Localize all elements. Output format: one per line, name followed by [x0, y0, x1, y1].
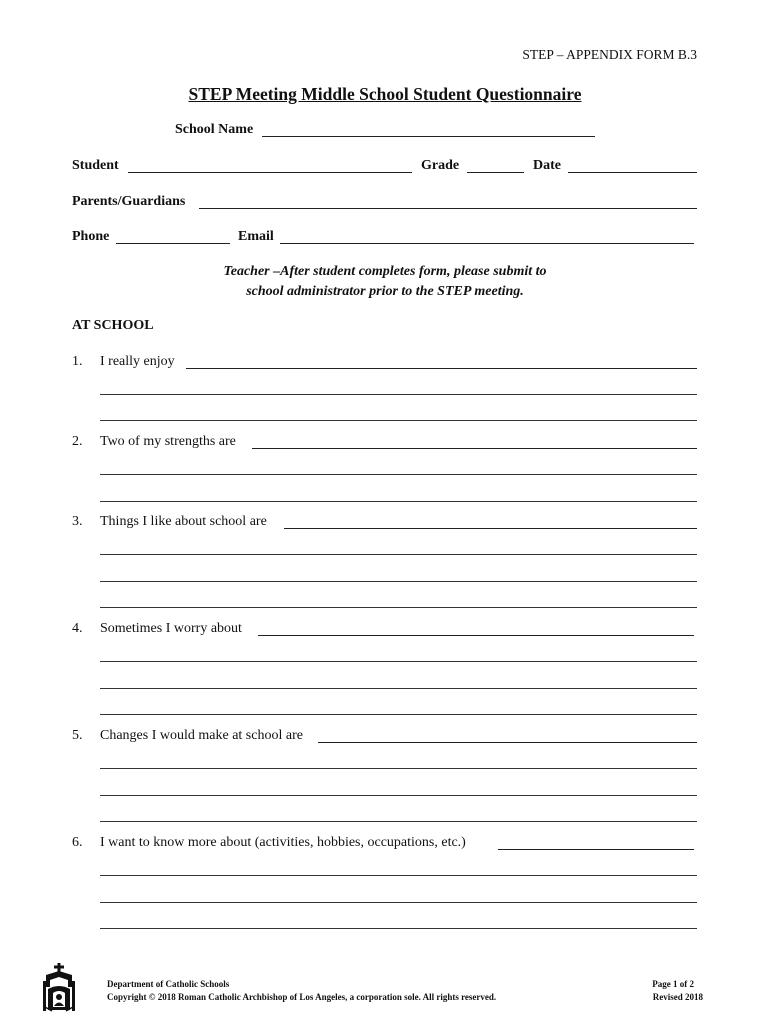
school-name-field[interactable] — [262, 136, 595, 137]
answer-line[interactable] — [100, 420, 697, 421]
question-2-answer-line[interactable] — [252, 448, 697, 449]
question-1-text: I really enjoy — [100, 354, 175, 369]
question-3-text: Things I like about school are — [100, 514, 267, 529]
question-4-number: 4. — [72, 621, 83, 636]
question-4-answer-line[interactable] — [258, 635, 694, 636]
answer-line[interactable] — [100, 714, 697, 715]
school-name-label: School Name — [175, 122, 254, 137]
answer-line[interactable] — [100, 474, 697, 475]
answer-line[interactable] — [100, 581, 697, 582]
appendix-label: STEP – APPENDIX FORM B.3 — [522, 47, 697, 62]
question-6-text: I want to know more about (activities, hobbies, occupations, etc.) — [100, 835, 466, 850]
question-6-number: 6. — [72, 835, 83, 850]
section-title: AT SCHOOL — [72, 318, 154, 333]
question-2-text: Two of my strengths are — [100, 434, 236, 449]
date-label: Date — [533, 158, 561, 173]
phone-field[interactable] — [116, 243, 230, 244]
answer-line[interactable] — [100, 821, 697, 822]
question-5-number: 5. — [72, 728, 83, 743]
question-5-answer-line[interactable] — [318, 742, 697, 743]
footer-page-number: Page 1 of 2 — [652, 979, 694, 989]
answer-line[interactable] — [100, 795, 697, 796]
answer-line[interactable] — [100, 661, 697, 662]
archdiocese-crest-icon — [42, 963, 76, 1013]
grade-label: Grade — [421, 158, 460, 173]
grade-field[interactable] — [467, 172, 524, 173]
answer-line[interactable] — [100, 768, 697, 769]
student-field[interactable] — [128, 172, 412, 173]
parents-field[interactable] — [199, 208, 697, 209]
answer-line[interactable] — [100, 501, 697, 502]
question-6-answer-line[interactable] — [498, 849, 694, 850]
footer-revised: Revised 2018 — [652, 992, 703, 1002]
question-2-number: 2. — [72, 434, 83, 449]
question-1-answer-line[interactable] — [186, 368, 697, 369]
parents-label: Parents/Guardians — [72, 194, 186, 209]
phone-label: Phone — [72, 229, 110, 244]
date-field[interactable] — [568, 172, 697, 173]
answer-line[interactable] — [100, 607, 697, 608]
answer-line[interactable] — [100, 554, 697, 555]
teacher-note-line1: Teacher –After student completes form, please submit to — [223, 264, 547, 279]
answer-line[interactable] — [100, 928, 697, 929]
footer-copyright: Copyright © 2018 Roman Catholic Archbishop of Los Angeles, a corporation sole. All rights reserved. — [107, 992, 497, 1002]
form-title: STEP Meeting Middle School Student Questionnaire — [188, 84, 582, 104]
answer-line[interactable] — [100, 394, 697, 395]
question-3-answer-line[interactable] — [284, 528, 697, 529]
question-5-text: Changes I would make at school are — [100, 728, 303, 743]
teacher-note-line2: school administrator prior to the STEP meeting. — [246, 284, 524, 299]
footer-department: Department of Catholic Schools — [107, 979, 230, 989]
email-label: Email — [238, 229, 274, 244]
student-label: Student — [72, 158, 119, 173]
answer-line[interactable] — [100, 902, 697, 903]
question-1-number: 1. — [72, 354, 83, 369]
answer-line[interactable] — [100, 875, 697, 876]
answer-line[interactable] — [100, 688, 697, 689]
question-3-number: 3. — [72, 514, 83, 529]
question-4-text: Sometimes I worry about — [100, 621, 242, 636]
email-field[interactable] — [280, 243, 694, 244]
